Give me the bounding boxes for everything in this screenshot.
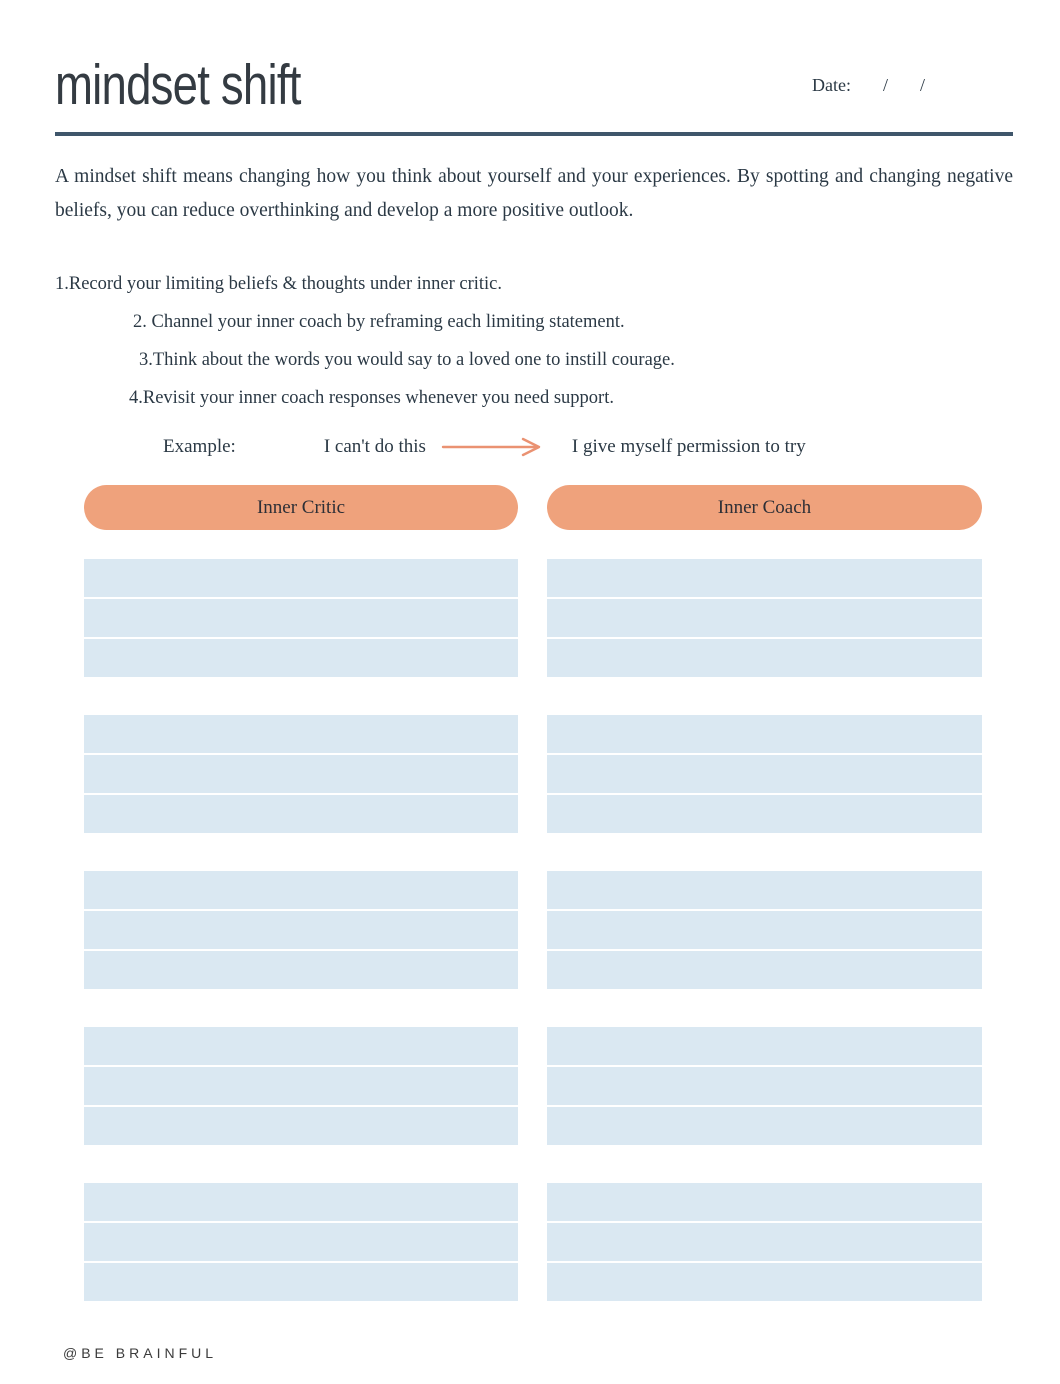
response-line[interactable] — [84, 639, 518, 677]
example-critic-text: I can't do this — [323, 436, 426, 457]
response-line[interactable] — [84, 1183, 518, 1221]
response-line[interactable] — [547, 1263, 982, 1301]
date-label: Date: — [811, 74, 851, 95]
instruction-list — [55, 272, 1013, 410]
header — [55, 55, 1013, 115]
response-line[interactable] — [547, 755, 982, 793]
instruction-item-3: 3.Think about the words you would say to a loved one to instill courage. — [139, 350, 675, 370]
response-line[interactable] — [547, 559, 982, 597]
intro-paragraph: A mindset shift means changing how you think about yourself and your experiences. By spotting and changing negative beliefs, you can reduce overthinking and develop a more positive outlook. — [55, 166, 1013, 221]
response-line[interactable] — [84, 599, 518, 637]
response-line[interactable] — [547, 1067, 982, 1105]
arrow-right-icon — [440, 437, 546, 457]
header-divider — [55, 132, 1013, 136]
response-line[interactable] — [84, 715, 518, 753]
response-line[interactable] — [84, 1067, 518, 1105]
instruction-item-1: 1.Record your limiting beliefs & thoughts under inner critic. — [55, 274, 502, 294]
inner-critic-header: Inner Critic — [84, 485, 518, 530]
response-row-group — [547, 715, 982, 833]
response-line[interactable] — [84, 795, 518, 833]
example-coach-text: I give myself permission to try — [571, 436, 806, 457]
response-grid — [84, 485, 1013, 1301]
example-row — [55, 434, 1013, 460]
response-row-group — [547, 871, 982, 989]
date-slash-1: / — [882, 74, 888, 95]
response-line[interactable] — [84, 1107, 518, 1145]
response-line[interactable] — [547, 795, 982, 833]
date-field[interactable] — [812, 75, 1013, 96]
inner-critic-column — [84, 485, 518, 1301]
response-line[interactable] — [547, 715, 982, 753]
date-slash-2: / — [919, 74, 925, 95]
example-label: Example: — [163, 436, 236, 457]
response-row-group — [547, 1027, 982, 1145]
response-line[interactable] — [84, 755, 518, 793]
response-row-group — [84, 715, 518, 833]
response-line[interactable] — [547, 1107, 982, 1145]
response-line[interactable] — [84, 911, 518, 949]
response-line[interactable] — [547, 639, 982, 677]
inner-critic-rows — [84, 559, 518, 1301]
response-row-group — [84, 1027, 518, 1145]
response-row-group — [84, 871, 518, 989]
response-line[interactable] — [547, 871, 982, 909]
response-row-group — [84, 559, 518, 677]
response-line[interactable] — [547, 1183, 982, 1221]
response-line[interactable] — [547, 1223, 982, 1261]
response-line[interactable] — [84, 1263, 518, 1301]
brand-footer: @BE BRAINFUL — [63, 1345, 218, 1361]
response-line[interactable] — [84, 1223, 518, 1261]
inner-coach-header: Inner Coach — [547, 485, 982, 530]
response-line[interactable] — [84, 951, 518, 989]
response-line[interactable] — [547, 951, 982, 989]
instruction-item-4: 4.Revisit your inner coach responses whenever you need support. — [129, 388, 614, 408]
inner-coach-column — [547, 485, 982, 1301]
response-line[interactable] — [84, 559, 518, 597]
page-title: mindset shift — [55, 53, 301, 117]
response-row-group — [84, 1183, 518, 1301]
response-line[interactable] — [84, 1027, 518, 1065]
response-line[interactable] — [84, 871, 518, 909]
response-row-group — [547, 1183, 982, 1301]
response-row-group — [547, 559, 982, 677]
response-line[interactable] — [547, 1027, 982, 1065]
response-line[interactable] — [547, 911, 982, 949]
instruction-item-2: 2. Channel your inner coach by reframing each limiting statement. — [133, 312, 625, 332]
inner-coach-rows — [547, 559, 982, 1301]
response-line[interactable] — [547, 599, 982, 637]
